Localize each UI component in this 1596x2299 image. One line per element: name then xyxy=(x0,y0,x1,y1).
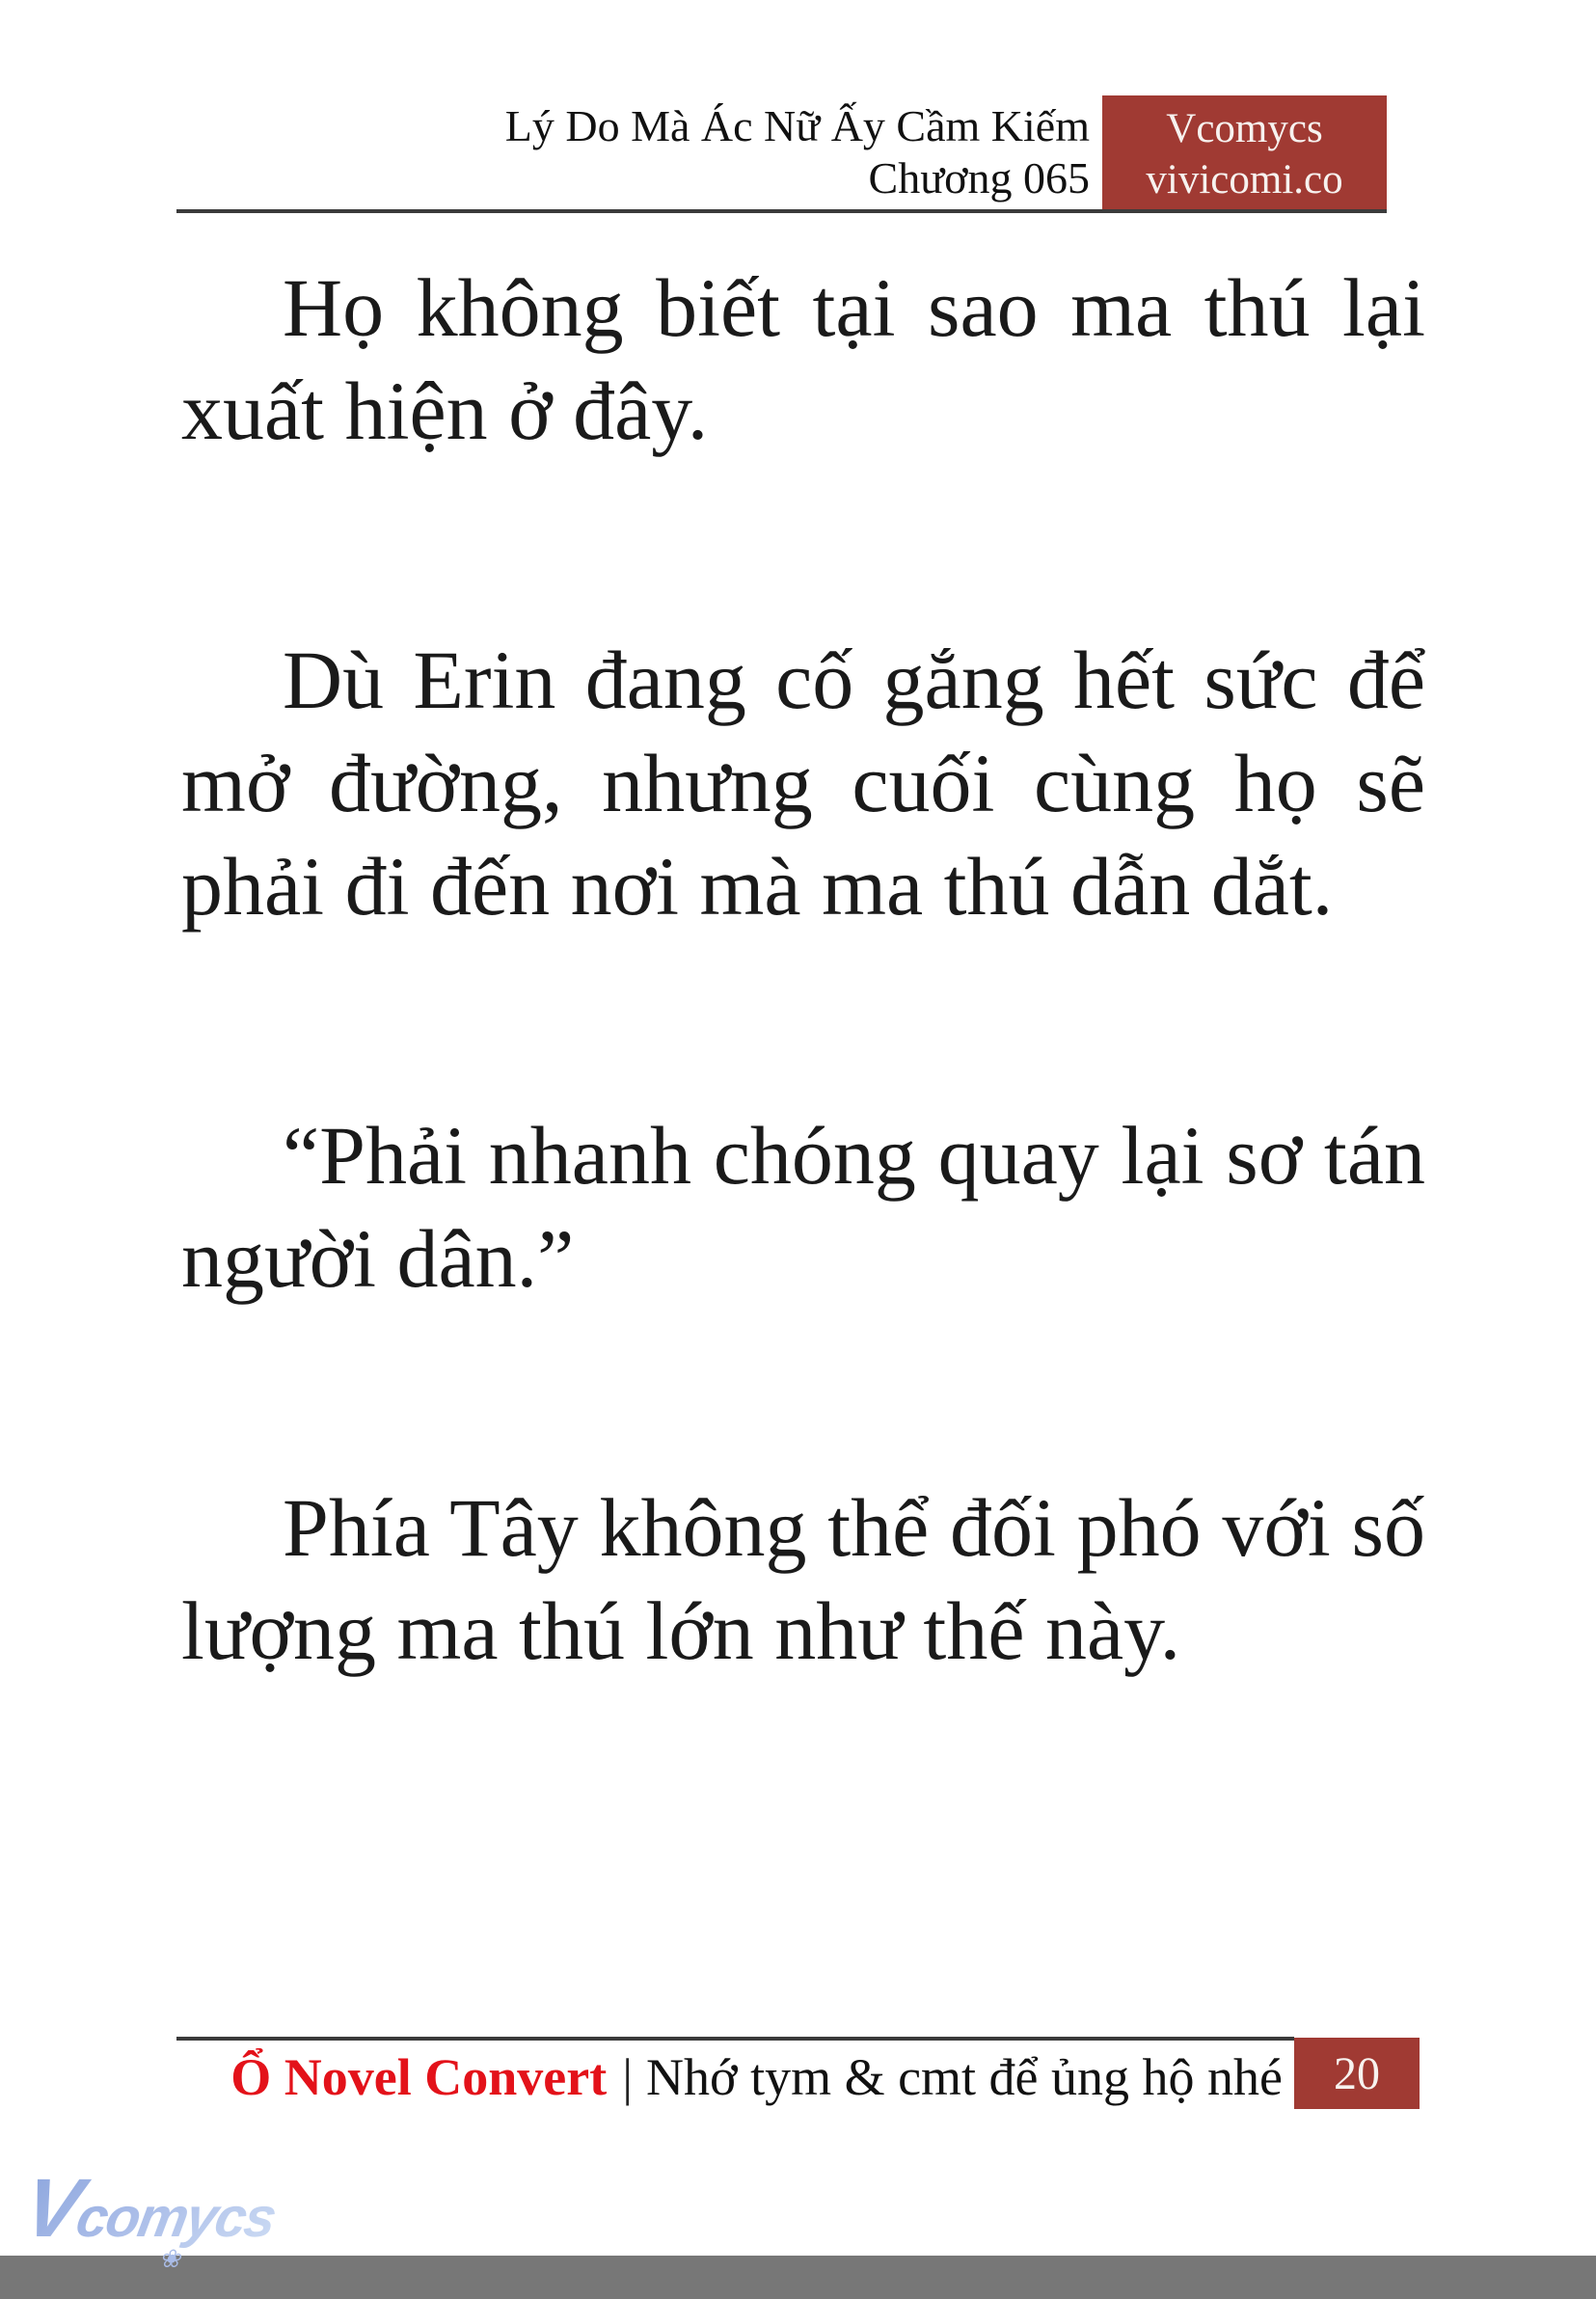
page-header xyxy=(289,100,1090,204)
paragraph: “Phải nhanh chóng quay lại sơ tán người dân.” xyxy=(181,1109,1425,1305)
footer-brand-label: Ổ Novel Convert xyxy=(230,2048,608,2106)
paragraph: Phía Tây không thể đối phó với số lượng ma thú lớn như thế này. xyxy=(181,1481,1425,1677)
publisher-name: Vcomycs xyxy=(1166,106,1323,151)
paragraph: Họ không biết tại sao ma thú lại xuất hiện ở đây. xyxy=(181,261,1425,457)
footer-divider xyxy=(176,2037,1294,2041)
vcomycs-watermark-logo xyxy=(17,2162,284,2273)
footer-note: Nhớ tym & cmt để ủng hộ nhé xyxy=(646,2048,1283,2106)
page-number-badge: 20 xyxy=(1294,2038,1420,2109)
watermark-text: Vcomycs xyxy=(17,2162,280,2255)
book-title: Lý Do Mà Ác Nữ Ấy Cầm Kiếm xyxy=(504,101,1090,150)
paragraph: Dù Erin đang cố gắng hết sức để mở đường, nhưng cuối cùng họ sẽ phải đi đến nơi mà ma thú dẫn dắt. xyxy=(181,634,1425,933)
flower-icon: ❀ xyxy=(158,2244,183,2273)
footer-separator: | xyxy=(622,2048,634,2106)
publisher-badge xyxy=(1102,95,1387,213)
page-footer xyxy=(230,2048,1283,2106)
header-divider xyxy=(176,209,1387,213)
chapter-label: Chương 065 xyxy=(868,153,1090,203)
publisher-site: vivicomi.co xyxy=(1146,157,1343,203)
page-body xyxy=(181,257,1425,1849)
